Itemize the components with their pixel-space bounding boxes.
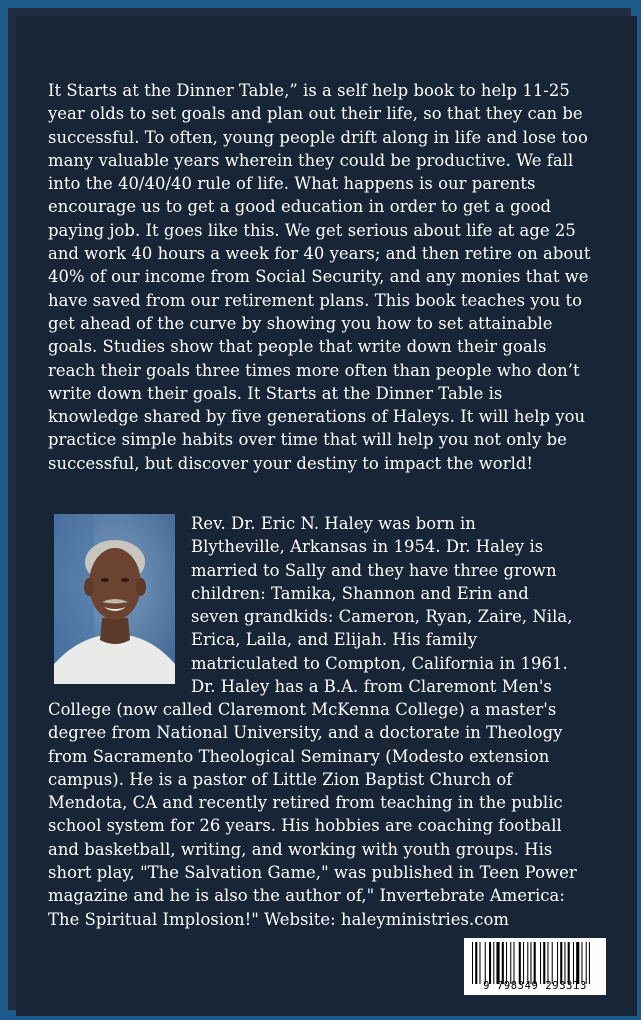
- description-line: successful. To often, young people drift along in life and lose too: [48, 127, 588, 147]
- description-line: and work 40 hours a week for 40 years; and then retire on about: [48, 244, 591, 264]
- barcode-bar: [573, 942, 574, 984]
- barcode-bar: [475, 942, 477, 984]
- barcode-bar: [479, 942, 480, 984]
- bio-line: seven grandkids: Cameron, Ryan, Zaire, Nila,: [191, 607, 573, 627]
- bio-line: Dr. Haley has a B.A. from Claremont Men's: [191, 677, 552, 697]
- barcode-bar: [502, 942, 504, 984]
- bio-line: Mendota, CA and recently retired from teaching in the public: [48, 793, 563, 813]
- bio-line: married to Sally and they have three grown: [191, 560, 557, 580]
- barcode-bar: [489, 942, 491, 984]
- bio-line: degree from National University, and a doctorate in Theology: [48, 723, 563, 743]
- barcode-bar: [530, 942, 531, 984]
- author-bio-intro: [191, 512, 611, 698]
- description-line: year olds to set goals and plan out their life, so that they can be: [48, 104, 583, 124]
- description-line: paying job. It goes like this. We get serious about life at age 25: [48, 220, 576, 240]
- barcode-bar: [557, 942, 558, 984]
- author-photo: [54, 514, 175, 684]
- description-line: practice simple habits over time that will help you not only be: [48, 430, 567, 450]
- barcode-bar: [472, 942, 473, 984]
- bio-line: campus). He is a pastor of Little Zion Baptist Church of: [48, 769, 513, 789]
- barcode-bar: [552, 942, 553, 984]
- barcode-bar: [564, 942, 565, 984]
- barcode-bar: [568, 942, 570, 984]
- barcode-bar: [543, 942, 545, 984]
- author-bio-continued: [48, 698, 618, 931]
- description-line: goals. Studies show that people that write down their goals: [48, 337, 547, 357]
- barcode-bar: [589, 942, 590, 984]
- description-line: many valuable years wherein they could be productive. We fall: [48, 150, 574, 170]
- bio-line: matriculated to Compton, California in 1961.: [191, 653, 568, 673]
- bio-line: school system for 26 years. His hobbies are coaching football: [48, 816, 562, 836]
- barcode-bar: [581, 942, 582, 984]
- bio-line: and basketball, writing, and working with youth groups. His: [48, 839, 553, 859]
- description-line: write down their goals. It Starts at the Dinner Table is: [48, 383, 503, 403]
- description-line: into the 40/40/40 rule of life. What happens is our parents: [48, 174, 536, 194]
- barcode-bar: [534, 942, 536, 984]
- barcode-bar: [547, 942, 548, 984]
- description-line: successful, but discover your destiny to impact the world!: [48, 453, 534, 473]
- barcode-bar: [519, 942, 521, 984]
- barcode-bar: [493, 942, 494, 984]
- description-line: get ahead of the curve by showing you how to set attainable: [48, 313, 553, 333]
- bio-line: Rev. Dr. Eric N. Haley was born in: [191, 514, 476, 533]
- barcode-bar: [485, 942, 486, 984]
- bio-line: from Sacramento Theological Seminary (Modesto extension: [48, 746, 550, 766]
- description-line: encourage us to get a good education in order to get a good: [48, 197, 552, 217]
- barcode-bar: [496, 942, 499, 984]
- barcode-bar: [506, 942, 507, 984]
- bio-line: Erica, Laila, and Elijah. His family: [191, 630, 478, 650]
- description-line: knowledge shared by five generations of Haleys. It will help you: [48, 407, 586, 427]
- barcode-bar: [513, 942, 514, 984]
- barcode-bar: [576, 942, 579, 984]
- isbn-barcode: [464, 938, 606, 995]
- barcode-bar: [540, 942, 541, 984]
- description-line: reach their goals three times more often than people who don’t: [48, 360, 580, 380]
- bio-line: magazine and he is also the author of," Invertebrate America:: [48, 886, 565, 906]
- bio-line: The Spiritual Implosion!" Website: haleyministries.com: [48, 909, 510, 929]
- barcode-bar: [586, 942, 587, 984]
- author-portrait-image: [54, 514, 175, 684]
- isbn-digits: 9 798349 293313: [483, 980, 587, 992]
- description-line: have saved from our retirement plans. This book teaches you to: [48, 290, 583, 310]
- bio-line: short play, "The Salvation Game," was published in Teen Power: [48, 863, 577, 883]
- barcode-bar: [523, 942, 524, 984]
- bio-line: College (now called Claremont McKenna College) a master's: [48, 700, 557, 719]
- description-line: 40% of our income from Social Security, and any monies that we: [48, 267, 589, 287]
- barcode-bar: [510, 942, 511, 984]
- description-line: It Starts at the Dinner Table,” is a self help book to help 11-25: [48, 81, 570, 100]
- bio-line: Blytheville, Arkansas in 1954. Dr. Haley is: [191, 537, 544, 557]
- book-description: [48, 79, 608, 475]
- barcode-bar: [527, 942, 528, 984]
- barcode-bar: [560, 942, 562, 984]
- bio-line: children: Tamika, Shannon and Erin and: [191, 583, 529, 603]
